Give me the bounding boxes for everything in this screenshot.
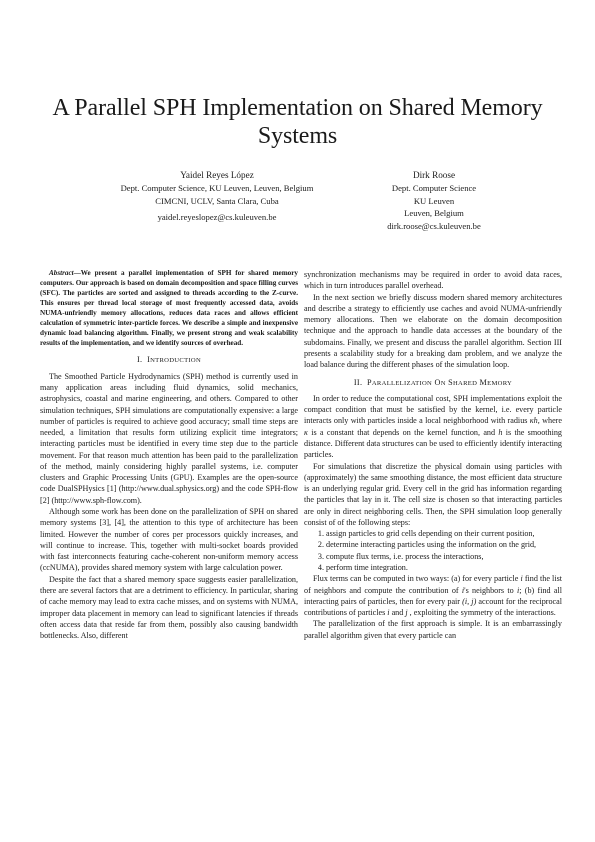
author-name: Dirk Roose: [412, 170, 456, 180]
author-block-1: [92, 169, 342, 224]
intro-paragraph-3: Despite the fact that a shared memory space suggests easier parallelization, there are several factors that are a detriment to efficiency. In particular, sharing of cache memory may lead to extra cache misses, and on systems with NUMA, improper data placement in memory can lead to significant latencies if threads often access data that reside far from them, possibly also causing bandwidth bottlenecks. Also, different: [40, 574, 298, 641]
section-heading-introduction: I. INTRODUCTION: [136, 355, 202, 365]
list-item: 1. assign particles to grid cells depending on their current position,: [326, 528, 562, 539]
simulation-steps-list: [304, 528, 562, 573]
parallel-paragraph-2: For simulations that discretize the physical domain using particles with (approximately) the same smoothing distance, the most efficient data structure is an underlying regular grid. Every cell in the grid has information regarding the particles that lay in it. The cell size is chosen so that interacting particles are only in direct neighboring cells. Then, the SPH simulation loop generally consist of of the following steps:: [304, 461, 562, 527]
intro-paragraph-1: The Smoothed Particle Hydrodynamics (SPH) method is currently used in many application areas including fluid dynamics, solid mechanics, astrophysics, coastal and marine engineering, and others. Compared to other simulation techniques, SPH simulations are computationally expensive: a large number of particles is required to achieve good accuracy; small time steps are needed, a limitation that results form utilizing explicit time integrators; interacting particles must be identified in every time step due to the particle movement. For that reason much attention has been paid to the parallelization of the method, mainly considering highly parallel systems, i.e. computer clusters and Graphic Processing Units (GPU). Examples are the open-source code DualSPHysics [1] (http://www.dual.sphysics.org) and the code SPH-flow [2] (http://www.sph-flow.com).: [40, 371, 298, 505]
author-block-2: [378, 169, 490, 233]
abstract-text: We present a parallel implementation of SPH for shared memory computers. Our approach is based on domain decomposition and space filling curves (SFC). The particles are sorted and assigned to threads according to the Z-curve. This ensures per thread local storage of most frequently accessed data, avoids NUMA-unfriendly memory allocations, reduces data races and allows efficient calculation of symmetric inter-particle forces. We describe a simple and inexpensive dynamic load balancing algorithm. Finally, we present strong and weak scalability results of the implementation, and we identify sources of overhead.: [40, 269, 298, 348]
list-item: 2. determine interacting particles using the information on the grid,: [326, 539, 562, 550]
author-email: dirk.roose@cs.kuleuven.be: [387, 220, 481, 231]
parallel-paragraph-3: Flux terms can be computed in two ways: (a) for every particle i find the list of neighbors and compute the contribution of i's neighbors to i; (b) find all interacting pairs of particles, then for every pair (i, j) account for the reciprocal contributions of particles i and j , exploiting the symmetry of the interactions.: [304, 574, 563, 618]
author-affiliation: Dept. Computer Science, KU Leuven, Leuven, Belgium: [120, 183, 314, 194]
author-name: Yaidel Reyes López: [180, 170, 254, 180]
intro-paragraph-4: In the next section we briefly discuss modern shared memory architectures and describe a strategy to efficiently use caches and avoid NUMA-unfriendly memory allocations. Then we elaborate on the domain decomposition technique and the approach to handle data accesses at the boundary of the subdomains. Finally, we present and discuss the parallel algorithm. Section III presents a scalability study for a breaking dam problem, and we analyze the load balance during the different phases of the simulation loop.: [304, 292, 562, 370]
author-affiliation: Leuven, Belgium: [404, 208, 464, 219]
author-affiliation: Dept. Computer Science: [391, 183, 477, 194]
intro-paragraph-2: Although some work has been done on the parallelization of SPH on shared memory systems [3], [4], the attention to this type of architecture has been limited. However the number of cores per processors quickly increases, and will continue to increase. This, together with multi-socket boards provided with fast interconnects featuring cache-coherent non-uniform memory access (ccNUMA), provides shared memory system with large calculation power.: [40, 507, 298, 573]
intro-paragraph-3-continued: synchronization mechanisms may be required in order to avoid data races, which in turn introduces parallel overhead.: [304, 270, 562, 291]
abstract: [40, 268, 298, 348]
list-item: 3. compute flux terms, i.e. process the interactions,: [326, 551, 562, 562]
list-item: 4. perform time integration.: [326, 562, 562, 573]
section-heading-parallelization: II. PARALLELIZATION ON SHARED MEMORY: [353, 377, 513, 387]
left-column: [40, 268, 298, 641]
abstract-dash: —: [73, 269, 81, 277]
paper-title: A Parallel SPH Implementation on Shared Memory Systems: [52, 95, 543, 149]
author-affiliation: CIMCNI, UCLV, Santa Clara, Cuba: [155, 195, 279, 206]
parallel-paragraph-4: The parallelization of the first approach is simple. It is an embarrassingly parallel algorithm given that every particle can: [304, 619, 562, 640]
author-affiliation: KU Leuven: [413, 195, 455, 206]
right-column: [304, 269, 562, 641]
author-email: yaidel.reyeslopez@cs.kuleuven.be: [157, 212, 277, 223]
abstract-label: Abstract: [49, 269, 74, 277]
parallel-paragraph-1: In order to reduce the computational cost, SPH implementations exploit the compact condition that must be satisfied by the kernel, i.e. every particle interacts only with particles inside a local neighborhood with radius κh, where κ is a constant that depends on the kernel function, and h is the smoothing distance. Different data structures can be used to efficiently identify interacting particles.: [304, 393, 562, 460]
